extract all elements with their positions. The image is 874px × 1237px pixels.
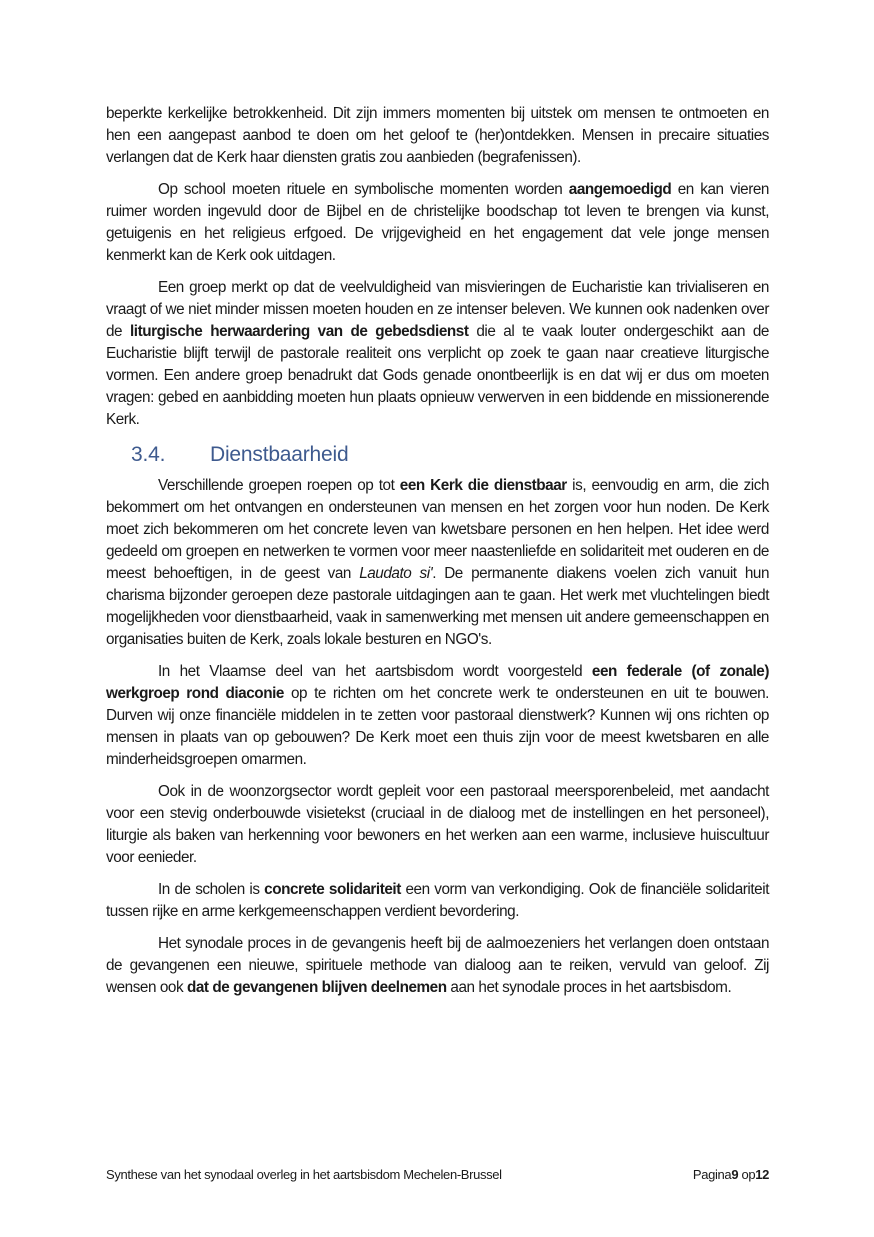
text-run: In de scholen is <box>158 881 265 898</box>
text-run: die al te vaak louter ondergeschikt aan de Eucharistie blijft terwijl de pastorale realiteit ons verplicht op zoek te gaan naar creatieve liturgische vormen. Een andere groep benadrukt dat Gods genade onontbeerlijk is en dat wij er dus om moeten vragen: gebed en aanbidding moeten hun plaats opnieuw verwerven in een biddende en missionerende Kerk. <box>106 323 769 428</box>
paragraph <box>106 475 769 651</box>
text-run: een vorm van verkondiging. Ook de financiële solidariteit tussen rijke en arme kerkgemeenschappen verdient bevordering. <box>106 881 769 920</box>
bold-text: een federale (of zonale) werkgroep rond diaconie <box>106 663 769 702</box>
text-run: Op school moeten rituele en symbolische momenten worden <box>158 181 569 198</box>
paragraph <box>106 661 769 771</box>
paragraph <box>106 781 769 869</box>
section-number: 3.4. <box>131 443 166 466</box>
text-run: Het synodale proces in de gevangenis heeft bij de aalmoezeniers het verlangen doen ontstaan de gevangenen een nieuwe, spirituele methode van dialoog aan te reiken, vervuld van geloof. Zij wensen ook <box>106 935 769 996</box>
italic-text: Laudato si' <box>359 565 433 582</box>
page-current: 9 <box>731 1167 739 1182</box>
text-run: beperkte kerkelijke betrokkenheid. Dit zijn immers momenten bij uitstek om mensen te ontmoeten en hen een aangepast aanbod te doen om het geloof te (her)ontdekken. Mensen in precaire situaties verlangen dat de Kerk haar diensten gratis zou aanbieden (begrafenissen). <box>106 105 769 166</box>
page-number <box>693 1166 769 1184</box>
paragraphs-after <box>106 475 769 999</box>
bold-text: liturgische herwaardering van de gebedsdienst <box>129 323 469 340</box>
bold-text: concrete solidariteit <box>264 881 401 898</box>
section-title: Dienstbaarheid <box>210 443 349 466</box>
page-footer <box>106 1166 769 1184</box>
bold-text: aangemoedigd <box>568 181 672 198</box>
paragraph <box>106 879 769 923</box>
text-run: is, eenvoudig en arm, die zich bekommert om het ontvangen en ondersteunen van mensen en het zorgen voor hun noden. De Kerk moet zich bekommeren om het concrete leven van kwetsbare personen en hen helpen. Het idee werd gedeeld om groepen en netwerken te vormen voor meer naastenliefde en solidariteit met ouderen en de meest behoeftigen, in de geest van <box>106 477 770 582</box>
page-total: 12 <box>755 1167 769 1182</box>
text-run: . De permanente diakens voelen zich vanuit hun charisma bijzonder geroepen deze pastorale uitdagingen aan te gaan. Het werk met vluchtelingen biedt mogelijkheden voor dienstbaarheid, vaak in samenwerking met mensen uit andere gemeenschappen en organisaties buiten de Kerk, zoals lokale besturen en NGO's. <box>106 565 770 648</box>
bold-text: een Kerk die dienstbaar <box>399 477 567 494</box>
footer-document-title: Synthese van het synodaal overleg in het aartsbisdom Mechelen-Brussel <box>106 1167 502 1182</box>
paragraph <box>106 277 769 431</box>
text-run: op te richten om het concrete werk te ondersteunen en uit te bouwen. Durven wij onze financiële middelen in te zetten voor pastoraal dienstwerk? Kunnen wij ons richten op mensen in plaats van op gebouwen? De Kerk moet een thuis zijn voor de meest kwetsbaren en alle minderheidsgroepen omarmen. <box>106 685 769 768</box>
text-run: en kan vieren ruimer worden ingevuld door de Bijbel en de christelijke boodschap tot leven te brengen via kunst, getuigenis en het religieus erfgoed. De vrijgevigheid en het engagement dat vele jonge mensen kenmerkt kan de Kerk ook uitdagen. <box>106 181 769 264</box>
bold-text: dat de gevangenen blijven deelnemen <box>186 979 447 996</box>
text-run: Ook in de woonzorgsector wordt gepleit voor een pastoraal meersporenbeleid, met aandacht voor een stevig onderbouwde visietekst (cruciaal in de dialoog met de instellingen en het personeel), liturgie als baken van herkenning voor bewoners en het werken aan een warme, inclusieve huiscultuur voor eenieder. <box>106 783 769 866</box>
paragraph <box>106 179 769 267</box>
text-run: In het Vlaamse deel van het aartsbisdom wordt voorgesteld <box>158 663 592 680</box>
paragraph <box>106 103 769 169</box>
text-run: aan het synodale proces in het aartsbisdom. <box>446 979 732 996</box>
text-run: Verschillende groepen roepen op tot <box>158 477 400 494</box>
text-run: Een groep merkt op dat de veelvuldigheid van misvieringen de Eucharistie kan trivialiseren en vraagt of we niet minder missen moeten houden en ze intenser beleven. We kunnen ook nadenken over de <box>106 279 769 340</box>
page-separator: op <box>738 1167 756 1182</box>
section-heading <box>106 441 769 469</box>
page-prefix: Pagina <box>692 1167 732 1182</box>
paragraphs-before <box>106 103 769 431</box>
document-body <box>106 103 769 1009</box>
paragraph <box>106 933 769 999</box>
